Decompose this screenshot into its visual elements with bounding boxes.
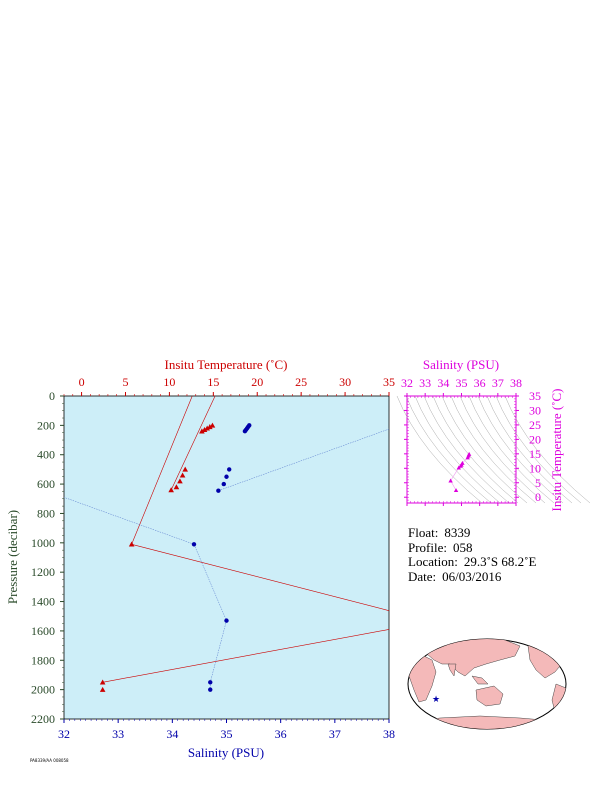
profile-value: 058 (453, 539, 473, 555)
inset-salinity-tick-label: 36 (473, 376, 486, 390)
salinity-tick-label: 34 (166, 727, 179, 741)
inset-temperature-tick-label: 30 (529, 403, 541, 418)
pressure-tick-label: 2000 (31, 682, 55, 697)
pressure-tick-label: 1000 (31, 535, 55, 550)
temperature-tick-label: 25 (295, 375, 308, 389)
temperature-tick-label: 10 (163, 375, 176, 389)
pressure-axis-title: Pressure (decibar) (5, 509, 20, 605)
inset-salinity-tick-label: 38 (510, 376, 522, 390)
inset-salinity-title: Salinity (PSU) (422, 357, 500, 372)
inset-salinity-tick-label: 34 (437, 376, 450, 390)
inset-temperature-tick-label: 20 (529, 432, 541, 447)
pressure-tick-label: 1400 (31, 594, 55, 609)
profile-row (408, 541, 542, 556)
pressure-tick-label: 800 (37, 506, 55, 521)
pressure-tick-label: 1600 (31, 623, 55, 638)
location-label: Location: (408, 554, 458, 569)
inset-salinity-tick-label: 32 (401, 376, 413, 390)
inset-temperature-title: Insitu Temperature (˚C) (549, 388, 564, 512)
main-plot (5, 357, 395, 760)
salinity-axis-title: Salinity (PSU) (187, 745, 265, 760)
salinity-point (216, 488, 220, 492)
footer-code: PA8339/AA 008058 (30, 758, 69, 763)
float-value: 8339 (444, 525, 471, 540)
salinity-tick-label: 38 (383, 727, 395, 741)
pressure-tick-label: 200 (37, 418, 55, 433)
salinity-tick-label: 35 (220, 727, 233, 741)
salinity-point (222, 482, 226, 486)
float-label: Float: (408, 525, 439, 540)
float-row (408, 526, 542, 541)
float-location-marker: ★ (431, 694, 441, 704)
temperature-axis-title: Insitu Temperature (˚C) (164, 357, 288, 372)
salinity-tick-label: 32 (58, 727, 70, 741)
salinity-tick-label: 36 (274, 727, 287, 741)
inset-temperature-tick-label: 25 (529, 417, 541, 432)
date-label: Date: (408, 568, 437, 584)
pressure-tick-label: 600 (37, 477, 55, 492)
temperature-tick-label: 35 (383, 375, 395, 389)
pressure-tick-label: 0 (49, 389, 55, 403)
temperature-tick-label: 20 (251, 375, 264, 389)
pressure-tick-label: 1200 (31, 565, 55, 580)
date-row (408, 570, 542, 585)
profile-label: Profile: (408, 539, 447, 555)
pressure-tick-label: 1800 (31, 653, 55, 668)
inset-temperature-tick-label: 35 (529, 389, 541, 403)
ts-inset-plot (397, 357, 590, 512)
inset-temperature-tick-label: 10 (529, 461, 541, 476)
salinity-point (224, 618, 228, 622)
pressure-tick-label: 2200 (31, 712, 55, 726)
location-row (408, 555, 542, 570)
inset-salinity-tick-label: 33 (419, 376, 432, 390)
salinity-tick-label: 37 (328, 727, 341, 741)
main-plot-background (64, 396, 389, 719)
inset-temperature-tick-label: 0 (535, 490, 541, 505)
inset-temperature-tick-label: 5 (535, 475, 541, 490)
pressure-tick-label: 400 (37, 447, 55, 462)
salinity-point (192, 542, 196, 546)
salinity-point (224, 475, 228, 479)
temperature-tick-label: 5 (122, 375, 129, 389)
date-value: 06/03/2016 (442, 568, 502, 584)
temperature-tick-label: 30 (339, 375, 352, 389)
inset-salinity-tick-label: 37 (491, 376, 504, 390)
salinity-point (243, 429, 247, 433)
salinity-point (227, 467, 231, 471)
salinity-point (208, 680, 212, 684)
temperature-tick-label: 15 (207, 375, 220, 389)
location-value: 29.3˚S 68.2˚E (463, 554, 537, 569)
inset-temperature-tick-label: 15 (529, 446, 541, 461)
salinity-point (208, 687, 212, 691)
float-info (408, 526, 542, 584)
world-map-icon (408, 634, 572, 732)
salinity-tick-label: 33 (112, 727, 125, 741)
temperature-tick-label: 0 (78, 375, 85, 389)
inset-salinity-tick-label: 35 (455, 376, 468, 390)
